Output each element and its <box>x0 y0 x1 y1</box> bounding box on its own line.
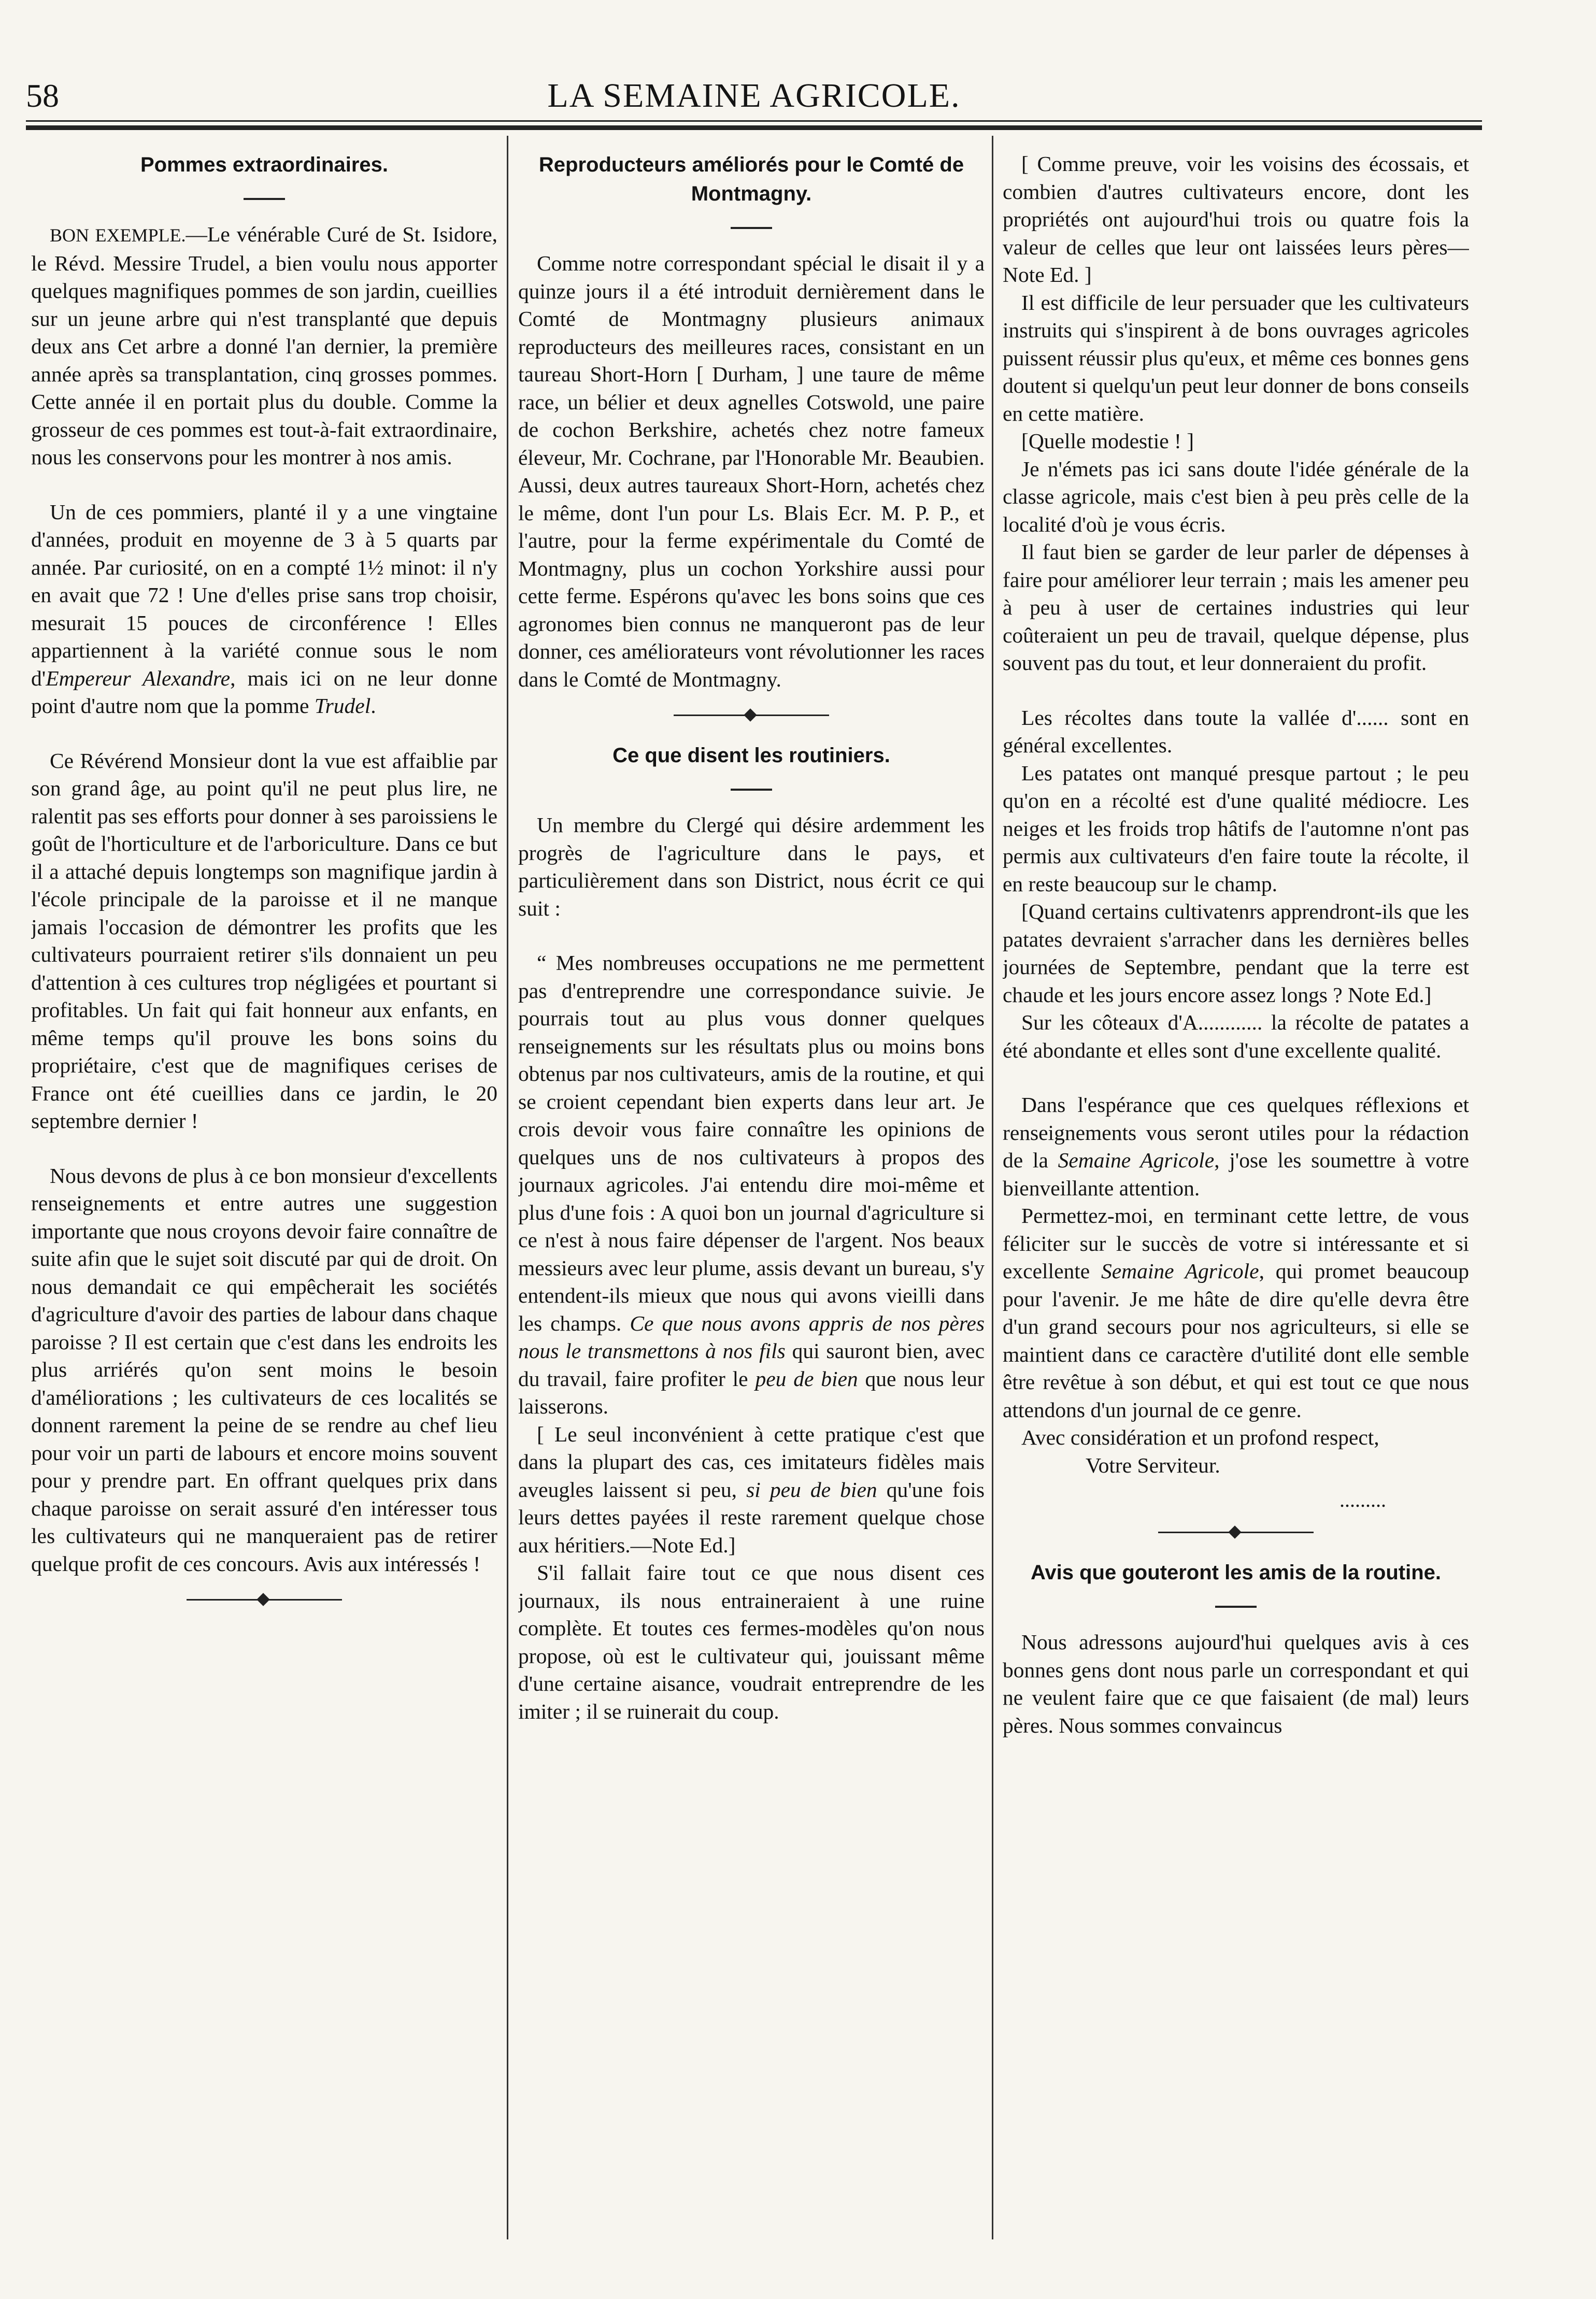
paragraph: Il est difficile de leur persuader que les cultivateurs instruits qui s'inspirent à de bons ouvrages agricoles puissent réussir plus qu'eux, et même ces bonnes gens doutent si quelqu'un peut leur donner de bons conseils en cette matière. <box>1003 290 1469 425</box>
title-dash <box>1215 1606 1257 1608</box>
paragraph: Un de ces pommiers, planté il y a une vingtaine d'années, produit en moyenne de 3 à 5 quarts par année. Par curiosité, on en a compté 1½ minot: il n'y en avait que 72 ! Une d'elles prise sans trop choisir, mesurait 15 pouces de circonférence ! Elles appartiennent à la variété connue sous le nom d'Empereur Alexandre, mais ici on ne leur donne point d'autre nom que la pomme Trudel. <box>31 499 497 718</box>
column-divider <box>507 136 508 2239</box>
article-title: Avis que gouteront les amis de la routine. <box>1030 1561 1441 1584</box>
paragraph: Nous adressons aujourd'hui quelques avis à ces bonnes gens dont nous parle un correspondant et qui ne veulent faire que ce que faisaient (de mal) leurs pères. Nous sommes convaincus <box>1003 1630 1469 1737</box>
article-title: Reproducteurs améliorés pour le Comté de Montmagny. <box>538 153 964 205</box>
paragraph: “ Mes nombreuses occupations ne me permettent pas d'entreprendre une correspondance suivie. Je pourrais tout au plus vous donner quelques renseignements sur les résultats plus ou moins bons obtenus par nos cultivateurs, amis de la routine, et qui se croient cependant bien experts dans leur art. Je crois devoir vous faire connaître les opinions de quelques uns de nos cultivateurs à propos des journaux agricoles. J'ai entendu dire moi-même et plus d'une fois : A quoi bon un journal d'agriculture si ce n'est à nous faire dépenser de l'argent. Nos beaux messieurs avec leur plume, assis devant un bureau, s'y entendent-ils mieux que nous qui avons vieilli dans les champs. Ce que nous avons appris de nos pères nous le transmettons à nos fils qui sauront bien, avec du travail, faire profiter le peu de bien que nous leur laisserons. <box>518 951 985 1418</box>
paragraph: Dans l'espérance que ces quelques réflexions et renseignements vous seront utiles pour la rédaction de la Semaine Agricole, j'ose les soumettre à votre bienveillante attention. <box>1003 1093 1469 1200</box>
paragraph: [Quelle modestie ! ] <box>1021 429 1194 453</box>
header-rule <box>26 120 1482 122</box>
article-title: Pommes extraordinaires. <box>140 153 388 176</box>
column-divider <box>992 136 993 2239</box>
title-dash <box>244 198 285 200</box>
paragraph: Nous devons de plus à ce bon monsieur d'excellents renseignements et entre autres une suggestion importante que nous croyons devoir faire connaître de suite afin que le sujet soit discuté par qui de droit. On nous demandait ce qui empêcherait les sociétés d'agriculture d'avoir des parties de labour dans chaque paroisse ? Il est certain que c'est dans les endroits les plus arriérés qu'on sent moins le besoin d'améliorations ; les cultivateurs de ces localités se donnent rarement la peine de se rendre au chef lieu pour voir un parti de labours et encore moins souvent pour y prendre part. En offrant quelques prix dans chaque paroisse on serait assuré d'en intéresser tous les cultivateurs qui ne manqueraient pas de retirer quelque profit de ces concours. Avis aux intéressés ! <box>31 1163 497 1576</box>
paragraph: Comme notre correspondant spécial le disait il y a quinze jours il a été introduit dernièrement dans le Comté de Montmagny plusieurs animaux reproducteurs des meilleures races, consistant en un taureau Short-Horn [ Durham, ] une taure de même race, un bélier et deux agnelles Cotswold, une paire de cochon Berkshire, achetés chez notre fameux éleveur, Mr. Cochrane, par l'Honorable Mr. Beaubien. Aussi, deux autres taureaux Short-Horn, achetés chez le même, dont l'un pour Ls. Blais Ecr. M. P. P., et l'autre, pour la ferme expérimentale du Comté de Montmagny, plus un cochon Yorkshire aussi pour cette ferme. Espérons qu'avec les bons soins que ces agronomes bien connus ne manqueront pas de leur donner, ces améliorateurs vont révolutionner les races dans le Comté de Montmagny. <box>518 251 985 691</box>
column-2 <box>518 150 985 1725</box>
page-header <box>26 73 1482 119</box>
paragraph: [ Comme preuve, voir les voisins des écossais, et combien d'autres cultivateurs encore, dont les propriétés ont aujourd'hui trois ou quatre fois la valeur de celles que leur ont laissées leurs pères—Note Ed. ] <box>1003 152 1469 287</box>
paragraph: [ Le seul inconvénient à cette pratique c'est que dans la plupart des cas, ces imitateurs fidèles mais aveugles laissent si peu, si peu de bien qu'une fois leurs dettes payées il reste rarement quelque chose aux héritiers.—Note Ed.] <box>518 1422 985 1557</box>
paragraph: Ce Révérend Monsieur dont la vue est affaiblie par son grand âge, au point qu'il ne peut plus lire, ne ralentit pas ses efforts pour donner à ses paroissiens le goût de l'horticulture et de l'arboriculture. Dans ce but il a attaché depuis longtemps son magnifique jardin à l'école principale de la paroisse et il ne manque jamais l'occasion de démontrer les profits que les cultivateurs pourraient retirer s'ils donnaient un peu d'attention à ces cultures trop négligées et pourtant si profitables. Un fait qui fait honneur aux enfants, en même temps qu'il prouve les bons soins du propriétaire, c'est que de magnifiques cerises de France ont été cueillies dans ce jardin, le 20 septembre dernier ! <box>31 748 497 1133</box>
paragraph: Je n'émets pas ici sans doute l'idée générale de la classe agricole, mais c'est bien à peu près celle de la localité d'où je vous écris. <box>1003 456 1469 536</box>
column-1 <box>31 150 497 1625</box>
article-body <box>1003 150 1469 1479</box>
title-dash <box>731 789 772 791</box>
paragraph: Un membre du Clergé qui désire ardemment les progrès de l'agriculture dans le pays, et particulièrement dans son District, nous écrit ce qui suit : <box>518 813 985 920</box>
paragraph: S'il fallait faire tout ce que nous disent ces journaux, ils nous entraineraient à une ruine complète. Et toutes ces fermes-modèles qu'on nous propose, où est le cultivateur qui, jouissant même d'une certaine aisance, voudrait entreprendre de les imiter ; il se ruinerait du coup. <box>518 1561 985 1723</box>
column-3 <box>1003 150 1469 1739</box>
paragraph: BON EXEMPLE.—Le vénérable Curé de St. Isidore, le Révd. Messire Trudel, a bien voulu nous apporter quelques magnifiques pommes de son jardin, cueillies sur un jeune arbre qui n'est transplanté que depuis deux ans Cet arbre a donné l'an dernier, la première année après sa transplantation, cinq grosses pommes. Cette année il en portait plus du double. Comme la grosseur de ces pommes est tout-à-fait extraordinaire, nous les conservons pour les montrer à nos amis. <box>31 222 497 469</box>
section-ornament <box>187 1593 342 1606</box>
header-rule-thick <box>26 125 1482 130</box>
paragraph: Avec considération et un profond respect, <box>1021 1425 1379 1449</box>
article-body <box>518 250 985 693</box>
paragraph: Les patates ont manqué presque partout ; le peu qu'on en a récolté est d'une qualité médiocre. Les neiges et les froids trop hâtifs de l'automne n'ont pas permis aux cultivateurs d'en faire toute la récolte, il en reste beaucoup sur le champ. <box>1003 761 1469 896</box>
signature: Votre Serviteur. <box>1086 1453 1220 1477</box>
page-number: 58 <box>26 77 59 114</box>
lead-in: BON EXEMPLE. <box>50 225 186 246</box>
paragraph: [Quand certains cultivatenrs apprendront-ils que les patates devraient s'arracher dans les dernières belles journées de Septembre, pendant que la terre est chaude et les jours encore assez longs ? Note Ed.] <box>1003 899 1469 1007</box>
article-body <box>518 811 985 1725</box>
title-dash <box>731 227 772 229</box>
article-body <box>31 221 497 1578</box>
paragraph: Les récoltes dans toute la vallée d'...... sont en général excellentes. <box>1003 705 1469 757</box>
article-body <box>1003 1629 1469 1739</box>
article-title: Ce que disent les routiniers. <box>612 744 890 767</box>
section-ornament <box>1158 1526 1314 1538</box>
paragraph: Sur les côteaux d'A............ la récolte de patates a été abondante et elles sont d'une excellente qualité. <box>1003 1010 1469 1062</box>
dotted-separator: ......... <box>1340 1488 1386 1511</box>
paragraph: Il faut bien se garder de leur parler de dépenses à faire pour améliorer leur terrain ; mais les amener peu à peu à user de certaines industries qui leur coûteraient un peu de travail, quelque dépense, plus souvent pas du tout, et leur donneraient du profit. <box>1003 540 1469 675</box>
paragraph: Permettez-moi, en terminant cette lettre, de vous féliciter sur le succès de votre si intéressante et si excellente Semaine Agricole, qui promet beaucoup pour l'avenir. Je me hâte de dire qu'elle devra être d'un grand secours pour nos agriculteurs, si elle se maintient dans ce caractère d'utilité dont elle semble être revêtue à son début, et qui est tout ce que nous attendons d'un journal de ce genre. <box>1003 1204 1469 1422</box>
section-ornament <box>674 709 829 721</box>
running-title: LA SEMAINE AGRICOLE. <box>547 77 961 115</box>
